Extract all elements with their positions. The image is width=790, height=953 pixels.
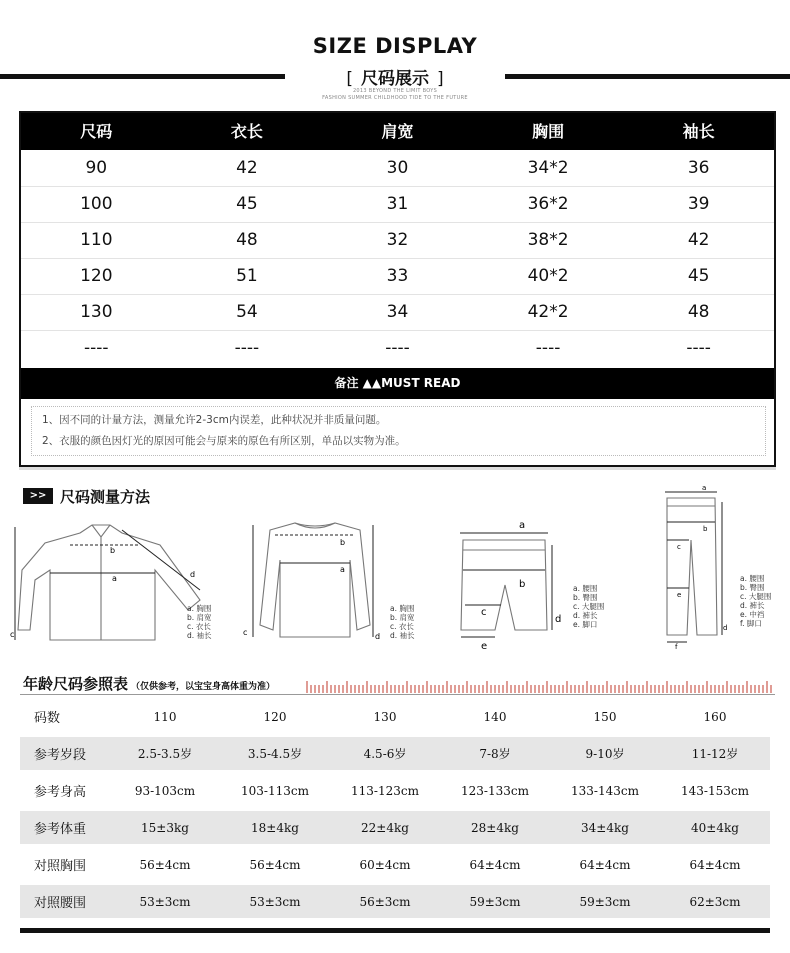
cell: 100	[80, 194, 113, 214]
row-label: 参考体重	[34, 822, 87, 837]
label-a: a	[519, 520, 526, 531]
legend-item: d. 裤长	[573, 611, 598, 620]
legend-item: a. 胸围	[390, 604, 415, 613]
legend-item: e. 脚口	[573, 620, 598, 629]
cell: 45	[236, 194, 258, 214]
age-row	[20, 700, 770, 733]
cell: 64±4cm	[469, 857, 521, 872]
legend-item: c. 衣长	[187, 622, 211, 631]
table-row	[21, 258, 774, 295]
legend-item: a. 胸围	[187, 604, 212, 613]
header-cell: 肩宽	[381, 122, 414, 141]
cell: 103-113cm	[241, 783, 309, 798]
legend-item: c. 衣长	[390, 622, 414, 631]
cell: 45	[687, 266, 710, 286]
cell: 4.5-6岁	[363, 747, 407, 761]
cell: 28±4kg	[471, 820, 519, 835]
label-e: e	[481, 641, 488, 652]
cell: 42*2	[527, 302, 569, 322]
cell: ----	[686, 338, 711, 358]
cell: 110	[80, 230, 113, 250]
tagline-2: FASHION SUMMER CHILDHOOD TIDE TO THE FUTURE	[322, 95, 468, 101]
cell: 133-143cm	[571, 783, 639, 798]
note-line: 2、衣服的颜色因灯光的原因可能会与原来的原色有所区别，单品以实物为准。	[42, 435, 406, 447]
legend-item: a. 腰围	[740, 574, 765, 583]
cell: 34	[386, 302, 409, 322]
legend-item: f. 脚口	[740, 619, 762, 628]
page-subtitle	[0, 64, 790, 89]
cell: 53±3cm	[249, 894, 301, 909]
subtitle-text: 尺码展示	[361, 69, 429, 89]
cell: 120	[263, 709, 287, 724]
age-row	[20, 811, 770, 844]
cell: 38*2	[527, 230, 569, 250]
header-cell: 尺码	[80, 122, 113, 141]
table-row	[21, 186, 774, 223]
cell: 56±3cm	[359, 894, 411, 909]
header-cell: 衣长	[230, 122, 263, 141]
sweater-diagram	[245, 515, 395, 645]
label-b: b	[340, 538, 346, 547]
legend-item: d. 袖长	[187, 631, 212, 640]
cell: 130	[373, 709, 397, 724]
label-f: f	[675, 643, 678, 651]
pants-diagram	[655, 480, 735, 650]
age-title-note: （仅供参考，以宝宝身高体重为准）	[131, 682, 276, 692]
cell: 34*2	[527, 158, 569, 178]
pants-legend	[740, 574, 771, 628]
row-label: 参考身高	[34, 785, 87, 800]
label-b: b	[519, 579, 526, 590]
cell: 60±4cm	[359, 857, 411, 872]
label-d: d	[723, 624, 728, 632]
label-c: c	[677, 543, 681, 551]
label-d: d	[555, 614, 562, 625]
cell: 130	[80, 302, 113, 322]
age-title-text: 年龄尺码参照表	[23, 675, 129, 693]
row-label: 参考岁段	[34, 748, 87, 763]
cell: 56±4cm	[249, 857, 301, 872]
cell: 62±3cm	[689, 894, 741, 909]
label-c: c	[243, 628, 248, 637]
cell: 53±3cm	[139, 894, 191, 909]
cell: 123-133cm	[461, 783, 529, 798]
cell: 64±4cm	[579, 857, 631, 872]
label-c: c	[481, 607, 487, 618]
legend-item: b. 肩宽	[390, 613, 415, 622]
cell: ----	[385, 338, 410, 358]
row-label: 对照腰围	[34, 896, 87, 911]
cell: 40*2	[527, 266, 569, 286]
cell: 150	[593, 709, 617, 724]
cell: 30	[386, 158, 409, 178]
table-shadow	[19, 467, 776, 470]
legend-item: b. 臀围	[573, 593, 598, 602]
cell: ----	[535, 338, 561, 358]
cell: 2.5-3.5岁	[137, 747, 193, 761]
size-table	[19, 111, 776, 467]
footer-rule	[20, 928, 770, 933]
cell: 93-103cm	[134, 783, 196, 798]
shirt-legend	[187, 604, 212, 640]
section-title: 尺码测量方法	[60, 488, 151, 506]
cell: 110	[153, 709, 177, 724]
cell: 59±3cm	[469, 894, 521, 909]
label-a: a	[112, 574, 117, 583]
cell: 9-10岁	[585, 747, 625, 761]
label-b: b	[110, 546, 116, 555]
bracket-left: [	[346, 69, 353, 89]
cell: 42	[687, 230, 710, 250]
ruler-decoration	[306, 679, 774, 693]
cell: 48	[236, 230, 258, 250]
legend-item: c. 大腿围	[573, 602, 605, 611]
legend-item: b. 臀围	[740, 583, 765, 592]
table-row	[21, 150, 774, 187]
size-table-header	[21, 113, 774, 150]
cell: 56±4cm	[139, 857, 191, 872]
age-row	[20, 848, 770, 881]
cell: 31	[386, 194, 409, 214]
header-cell: 胸围	[532, 122, 565, 141]
age-row	[20, 885, 770, 918]
cell: 160	[703, 709, 727, 724]
shorts-diagram	[455, 515, 570, 650]
label-e: e	[677, 591, 682, 599]
legend-item: a. 腰围	[573, 584, 598, 593]
cell: 59±3cm	[579, 894, 631, 909]
age-title-rule	[20, 694, 775, 695]
age-table-title	[23, 673, 275, 694]
label-a: a	[702, 484, 707, 492]
row-label: 码数	[34, 711, 61, 726]
page-title: SIZE DISPLAY	[312, 34, 478, 58]
cell: 32	[386, 230, 409, 250]
cell: 7-8岁	[479, 747, 511, 761]
cell: 120	[80, 266, 113, 286]
cell: 3.5-4.5岁	[247, 747, 303, 761]
cell: 40±4kg	[691, 820, 739, 835]
age-row	[20, 737, 770, 770]
cell: 11-12岁	[691, 747, 739, 761]
cell: ----	[234, 338, 260, 358]
sweater-legend	[390, 604, 415, 640]
shorts-legend	[573, 584, 604, 629]
cell: 143-153cm	[681, 783, 749, 798]
header-cell: 袖长	[682, 122, 715, 141]
cell: 113-123cm	[351, 783, 419, 798]
legend-item: d. 袖长	[390, 631, 415, 640]
cell: 18±4kg	[251, 820, 299, 835]
table-row	[21, 294, 774, 331]
cell: 51	[236, 266, 258, 286]
cell: 34±4kg	[581, 820, 629, 835]
table-row	[21, 222, 774, 259]
cell: 42	[236, 158, 258, 178]
label-d: d	[190, 570, 196, 579]
legend-item: e. 中裆	[740, 610, 765, 619]
note-bar: 备注 ▲▲MUST READ	[21, 368, 774, 399]
cell: 22±4kg	[361, 820, 409, 835]
cell: 64±4cm	[689, 857, 741, 872]
bracket-right: ]	[437, 69, 444, 89]
cell: 36*2	[527, 194, 569, 214]
legend-item: b. 肩宽	[187, 613, 212, 622]
row-label: 对照胸围	[34, 859, 87, 874]
label-c: c	[10, 630, 15, 639]
cell: 140	[483, 709, 507, 724]
label-b: b	[703, 525, 708, 533]
label-a: a	[340, 565, 345, 574]
cell: 90	[85, 158, 108, 178]
tagline-1: 2013 BEYOND THE LIMIT BOYS	[352, 88, 438, 94]
cell: 15±3kg	[141, 820, 189, 835]
cell: 36	[687, 158, 710, 178]
legend-item: d. 裤长	[740, 601, 765, 610]
section-badge: >>	[23, 488, 53, 504]
cell: 33	[386, 266, 409, 286]
cell: 54	[236, 302, 258, 322]
table-row	[21, 330, 774, 366]
cell: 39	[687, 194, 710, 214]
note-line: 1、因不同的计量方法，测量允许2-3cm内误差，此种状况并非质量问题。	[42, 414, 387, 426]
cell: 48	[687, 302, 710, 322]
legend-item: c. 大腿围	[740, 592, 772, 601]
age-row	[20, 774, 770, 807]
label-d: d	[375, 632, 381, 641]
cell: ----	[84, 338, 109, 358]
note-box	[31, 406, 766, 456]
